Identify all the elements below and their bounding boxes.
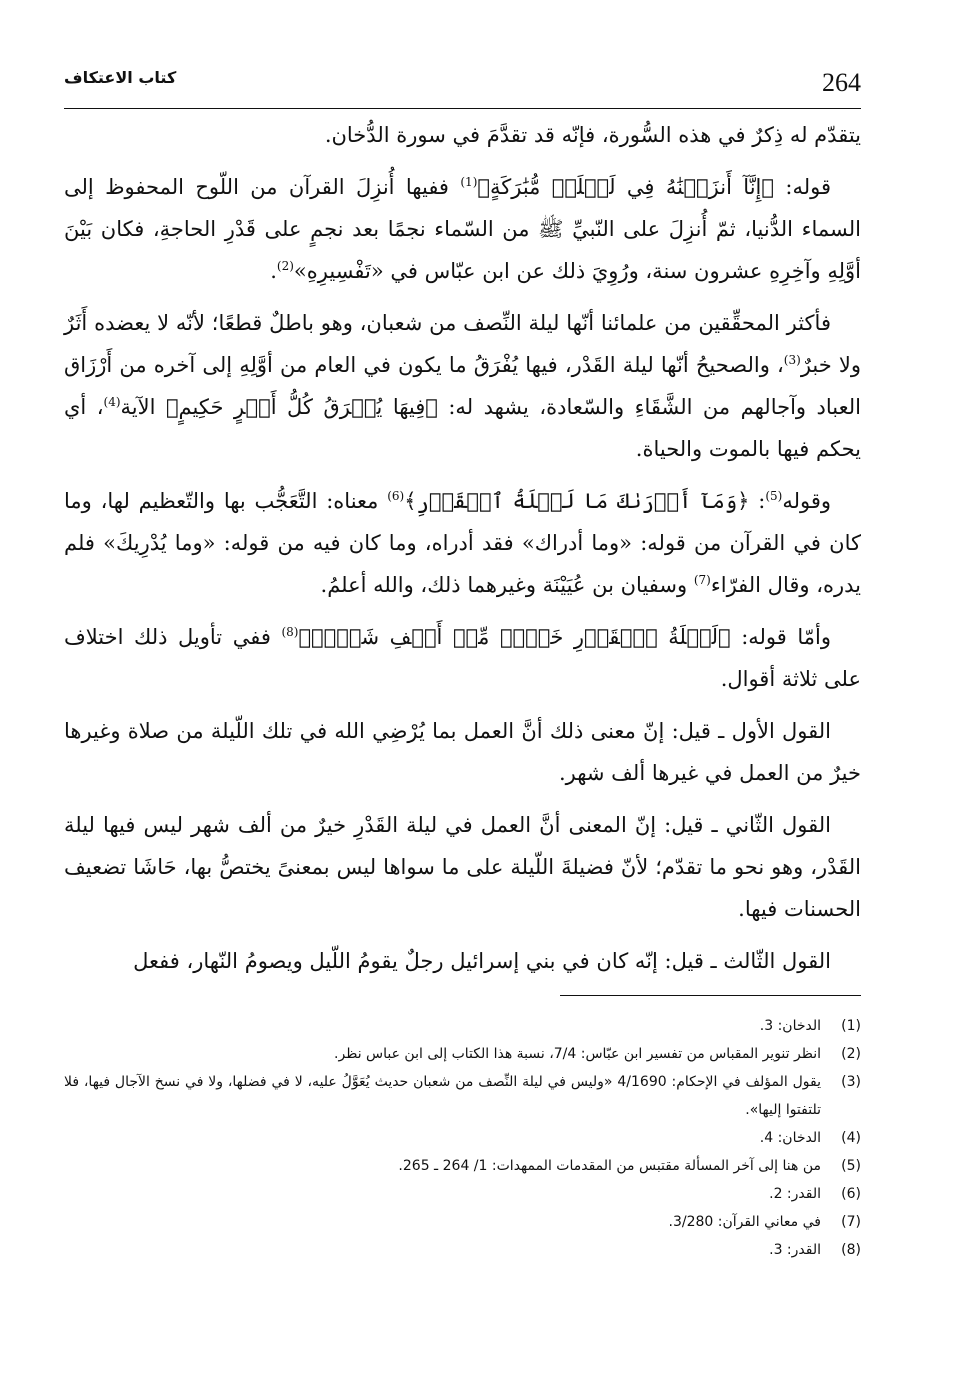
paragraph-text: وأمّا قوله: ﴿لَيۡلَةُ ٱلۡقَدۡرِ خَيۡرٞ مِّنۡ أَلۡفِ شَهۡرٖ﴾ — [298, 625, 832, 649]
footnote-ref[interactable]: (7) — [693, 573, 711, 587]
page-header — [64, 58, 861, 109]
paragraph-text: قوله: ﴿إِنَّآ أَنزَلۡنَٰهُ فِي لَيۡلَةٖ مُّبَٰرَكَةٍ﴾ — [477, 175, 831, 199]
paragraph-text: فأكثر المحقِّقين من علمائنا أنّها ليلة النِّصف من شعبان، وهو باطلٌ قطعًا؛ لأنّه لا يعضده أَثَرٌ ولا خبرٌ — [64, 311, 861, 377]
footnote-ref[interactable]: (2) — [276, 259, 294, 273]
footnote-number: (8) — [841, 1242, 861, 1258]
footnote-text: الدخان: 4. — [759, 1130, 821, 1146]
paragraph-text: القول الثّالث ـ قيل: إنّه كان في بني إسرائيل رجلٌ يقومُ اللّيل ويصومُ النّهار، ففعل — [133, 949, 831, 973]
footnote-number: (2) — [841, 1046, 861, 1062]
footnote-item — [64, 1152, 861, 1180]
footnote-text: من هنا إلى آخر المسألة مقتبس من المقدمات الممهدات: 1/ 264 ـ 265. — [398, 1158, 821, 1174]
paragraph-text: : ﴿وَمَآ أَدۡرَىٰكَ مَا لَيۡلَةُ ٱلۡقَدۡرِ﴾ — [404, 489, 766, 513]
paragraph-text: . — [270, 259, 277, 283]
footnote-ref[interactable]: (8) — [281, 625, 299, 639]
footnote-number: (3) — [841, 1074, 861, 1090]
paragraph-text: وسفيان بن عُيَيْنَة وغيرهما ذلك، والله أعلمُ. — [320, 573, 694, 597]
paragraph-3 — [64, 302, 861, 470]
paragraph-text: ، والصحيحُ أنّها ليلة القَدْر، فيها يُفْرَقُ ما يكون في العام من أوَّلِهِ إلى آخره من أَرْزَاق العباد وآجالهم من الشَّقَاءِ والسّعادة، يشهد له: ﴿فِيهَا يُفۡرَقُ كُلُّ أَمۡرٍ حَكِيمٍ﴾ الآية — [64, 353, 861, 419]
paragraph-7 — [64, 804, 861, 930]
footnote-ref[interactable]: (3) — [783, 353, 801, 367]
footnote-item — [64, 1124, 861, 1152]
paragraph-4 — [64, 480, 861, 606]
paragraph-6 — [64, 710, 861, 794]
footnote-text: يقول المؤلف في الإحكام: 4/1690 «وليس في ليلة النِّصف من شعبان حديث يُعَوَّلُ عليه، لا في فضلها، ولا في نسخ الآجال فيها، فلا تلتفتوا إليها». — [64, 1074, 821, 1118]
footnote-item — [64, 1208, 861, 1236]
page-number: 264 — [822, 68, 861, 97]
footnotes — [64, 1012, 861, 1264]
footnote-text: الدخان: 3. — [759, 1018, 821, 1034]
paragraph-2 — [64, 166, 861, 292]
footnote-text: في معاني القرآن: 3/280. — [668, 1214, 821, 1230]
paragraph-text: القول الثّاني ـ قيل: إنّ المعنى أنَّ العمل في ليلة القَدْرِ خيرٌ من ألف شهر ليس فيها ليلة القَدْر، وهو نحو ما تقدّم؛ لأنّ فضيلةَ اللّيلة على ما سواها ليس بمعنىً يختصُّ بها، حَاشَا تضعيف الحسنات فيها. — [64, 813, 861, 921]
paragraph-8 — [64, 940, 861, 982]
paragraph-text: ففي تأويل ذلك اختلاف على ثلاثة أقوال. — [64, 625, 861, 691]
footnote-ref[interactable]: (4) — [103, 395, 121, 409]
footnote-text: انظر تنوير المقباس من تفسير ابن عبّاس: 7/4، نسبة هذا الكتاب إلى ابن عباس نظر. — [334, 1046, 821, 1062]
footnote-ref[interactable]: (1) — [460, 175, 478, 189]
footnote-number: (7) — [841, 1214, 861, 1230]
footnote-ref[interactable]: (6) — [387, 489, 405, 503]
footnote-item — [64, 1236, 861, 1264]
footnote-text: القدر: 2. — [769, 1186, 821, 1202]
paragraph-text: معناه: التَّعَجُّب بها والتّعظيم لها، وما كان في القرآن من قوله: «وما أدراك» فقد أدراه، وما كان فيه من قوله: «وما يُدْرِيكَ» فلم يدره، وقال الفرّاء — [64, 489, 861, 597]
footnote-number: (5) — [841, 1158, 861, 1174]
running-title: كتاب الاعتكاف — [64, 68, 177, 87]
main-text — [64, 114, 861, 992]
footnote-item — [64, 1012, 861, 1040]
paragraph-1 — [64, 114, 861, 156]
paragraph-text: يتقدّم له ذِكرٌ في هذه السُّورة، فإنّه قد تقدَّمَ في سورة الدُّخان. — [324, 123, 861, 147]
paragraph-text: ، أي يحكم فيها بالموت والحياة. — [64, 395, 861, 461]
footnote-text: القدر: 3. — [769, 1242, 821, 1258]
footnote-separator — [560, 995, 861, 996]
footnote-item — [64, 1180, 861, 1208]
paragraph-text: وقوله — [782, 489, 832, 513]
footnote-number: (1) — [841, 1018, 861, 1034]
footnote-number: (4) — [841, 1130, 861, 1146]
footnote-ref[interactable]: (5) — [765, 489, 783, 503]
paragraph-5 — [64, 616, 861, 700]
paragraph-text: القول الأول ـ قيل: إنّ معنى ذلك أنَّ العمل بما يُرْضِي الله في تلك اللّيلة من صلاة وغيرها خيرٌ من العمل في غيرها ألف شهر. — [64, 719, 861, 785]
footnote-item — [64, 1040, 861, 1068]
footnote-item — [64, 1068, 861, 1124]
paragraph-text: ففيها أُنزِلَ القرآن من اللّوح المحفوظ إلى السماء الدُّنيا، ثمّ أُنزِلَ على النّبيِّ ﷺ من السّماء نجمًا بعد نجمٍ على قَدْرِ الحاجةِ، فكان بَيْنَ أوَّلِهِ وآخِرِهِ عشرون سنة، ورُوِيَ ذلك عن ابن عبّاس في «تَفْسِيرِهِ» — [64, 175, 861, 283]
footnote-number: (6) — [841, 1186, 861, 1202]
